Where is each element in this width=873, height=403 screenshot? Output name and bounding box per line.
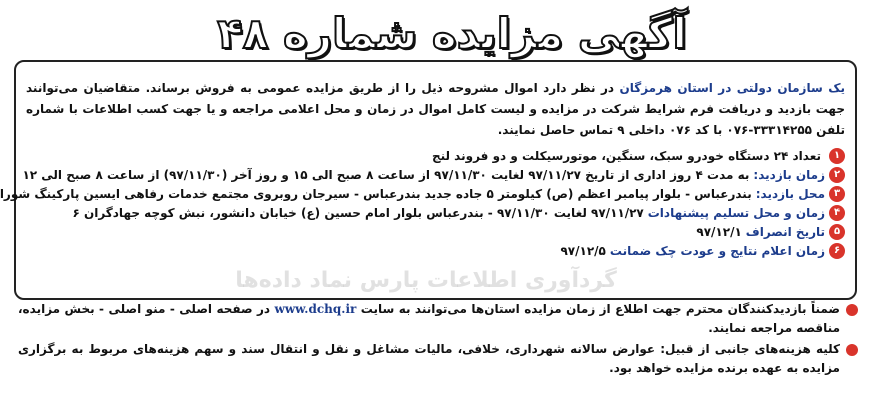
item-label: محل بازدید:: [755, 187, 825, 201]
item-text: به مدت ۴ روز اداری از تاریخ ۹۷/۱۱/۲۷ لغایت ۹۷/۱۱/۳۰ از ساعت ۸ صبح الی ۱۵ و روز آخر (۹۷/۱۱/۳۰) از ساعت ۸ صبح الی ۱۲: [22, 168, 750, 182]
item-label: تاریخ انصراف: [745, 225, 825, 239]
bullet-dot-icon: [846, 304, 858, 316]
item-label: زمان اعلام نتایج و عودت چک ضمانت: [609, 244, 825, 258]
ad-box: [0, 60, 857, 300]
item-number-badge: ۵: [829, 224, 845, 240]
item-list: [0, 147, 845, 261]
item-text: ۹۷/۱۱/۲۷ لغایت ۹۷/۱۱/۳۰ - بندرعباس بلوار امام حسین (ع) خیابان دانشور، نبش کوچه جهادگران ۶: [72, 206, 644, 220]
website-link[interactable]: www.dchq.ir: [274, 302, 357, 316]
list-item: [0, 185, 845, 204]
note-text: کلیه هزینه‌های جانبی از قبیل: عوارض سالانه شهرداری، خلافی، مالیات مشاغل و نقل و انتقال سند و سهم هزینه‌های مربوط به برگزاری مزایده به عهده برنده مزایده خواهد بود.: [18, 342, 840, 375]
item-label: زمان و محل تسلیم پیشنهادات: [647, 206, 825, 220]
item-number-badge: ۳: [829, 186, 845, 202]
note-item: [18, 340, 858, 378]
intro-organization: یک سازمان دولتی در استان هرمزگان: [619, 81, 845, 95]
item-label: زمان بازدید:: [753, 168, 825, 182]
bullet-dot-icon: [846, 344, 858, 356]
item-number-badge: ۶: [829, 243, 845, 259]
note-text: [18, 300, 840, 338]
item-number-badge: ۱: [829, 148, 845, 164]
item-text: ۹۷/۱۲/۱: [696, 225, 742, 239]
note-text-before: ضمناً بازدیدکنندگان محترم جهت اطلاع از زمان مزایده استان‌ها می‌توانند به سایت: [356, 302, 840, 316]
watermark-text: گردآوری اطلاعات پارس نماد داده‌ها: [235, 268, 617, 293]
item-text: تعداد ۲۴ دستگاه خودرو سبک، سنگین، موتورسیکلت و دو فروند لنج: [431, 149, 821, 163]
list-item: [26, 223, 845, 242]
item-number-badge: ۲: [829, 167, 845, 183]
notes-section: [18, 300, 858, 380]
intro-text: در نظر دارد اموال مشروحه ذیل را از طریق مزایده عمومی به فروش برساند. متقاضیان می‌توانند جهت بازدید و دریافت فرم شرایط شرکت در مزایده و لیست کامل اموال در زمان و محل اعلامی مراجعه و یا جهت کسب اطلاعات با شماره تلفن ۳۳۳۱۴۲۵۵-۰۷۶ با کد ۰۷۶ داخلی ۹ تماس حاصل نمایند.: [26, 81, 845, 137]
note-text-after: در صفحه اصلی - منو اصلی - بخش مزایده، مناقصه مراجعه نمایند.: [18, 302, 840, 335]
note-item: [18, 300, 858, 338]
item-text: بندرعباس - بلوار پیامبر اعظم (ص) کیلومتر ۵ جاده جدید بندرعباس - سیرجان روبروی مجتمع خدمات رفاهی ایسین پارکینگ شورا: [0, 187, 752, 201]
intro-paragraph: [26, 78, 845, 141]
list-item: [26, 204, 845, 223]
list-item: [26, 147, 845, 166]
title-area: [6, 2, 873, 68]
item-text: ۹۷/۱۲/۵: [560, 244, 606, 258]
page-title: آگهی مزایده شماره ۴۸: [217, 8, 687, 58]
list-item: [22, 166, 845, 185]
list-item: [26, 242, 845, 261]
item-number-badge: ۴: [829, 205, 845, 221]
